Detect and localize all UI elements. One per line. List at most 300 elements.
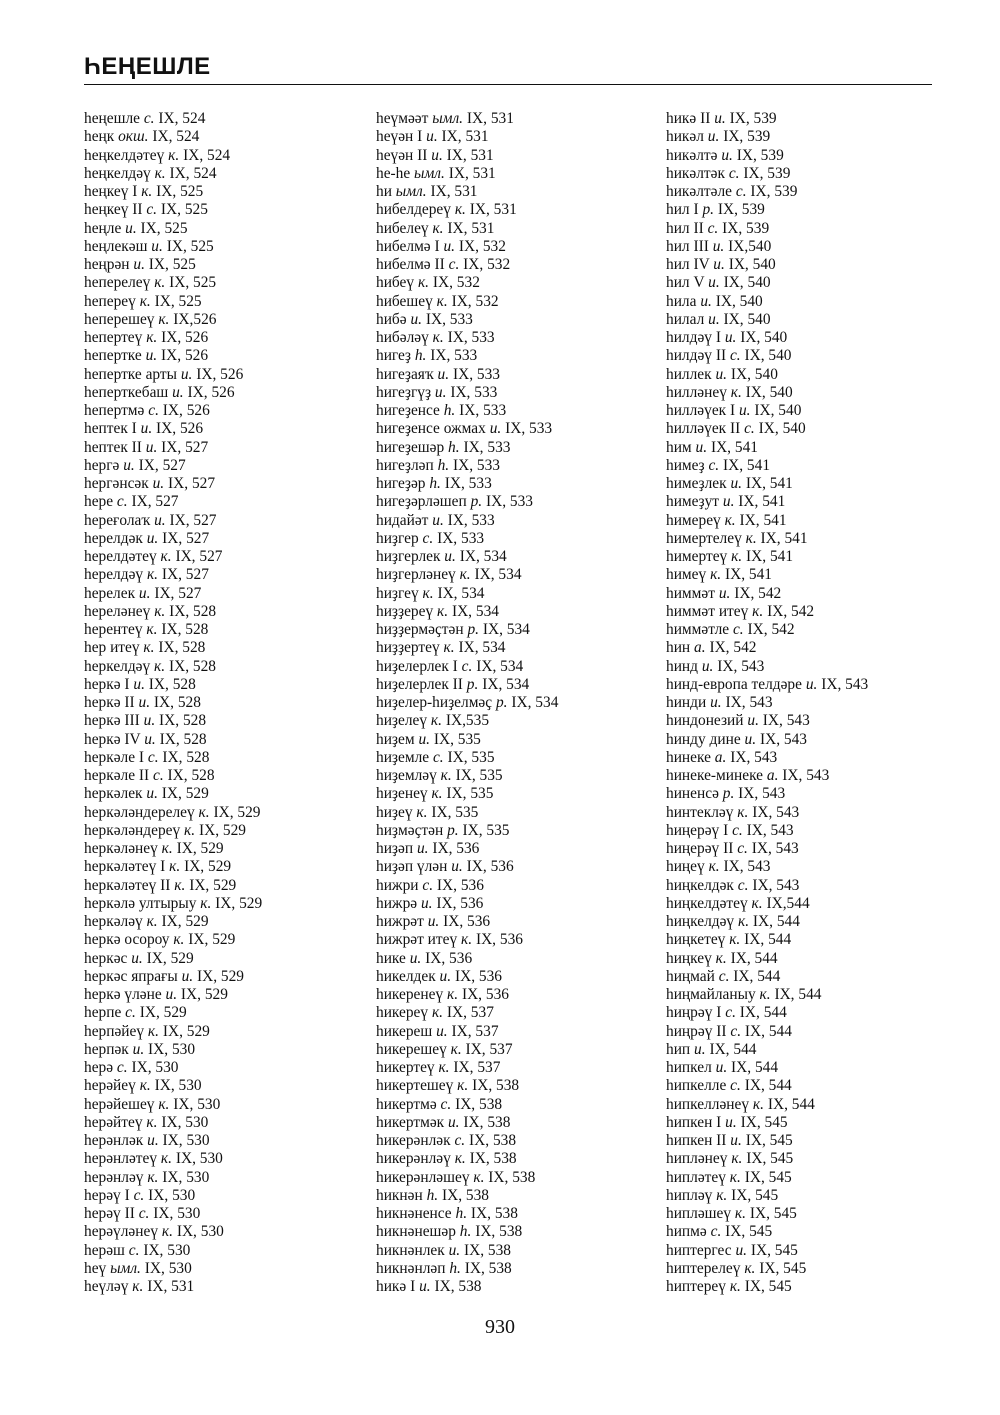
entry-grammar-label: и.: [431, 146, 443, 164]
entry-headword: һиҙгерлек: [376, 548, 441, 565]
entry-headword: һикертмә: [376, 1095, 437, 1113]
entry-headword: һерәйтеү: [84, 1113, 143, 1131]
entry-headword: һиҙҙермәҫтән: [376, 621, 464, 638]
entry-grammar-label: к.: [729, 931, 741, 949]
index-entry: [376, 548, 558, 566]
entry-headword: һиҙемле: [376, 748, 430, 766]
entry-grammar-label: и.: [143, 712, 156, 730]
entry-volume-page-ref: IX, 528: [168, 657, 216, 675]
entry-headword: һиңерәү I: [666, 821, 729, 839]
entry-grammar-label: к.: [759, 986, 771, 1003]
entry-headword: һерәш: [84, 1241, 125, 1259]
entry-volume-page-ref: IX, 540: [723, 310, 771, 328]
entry-headword: һин: [666, 639, 691, 657]
entry-volume-page-ref: IX, 540: [758, 420, 806, 438]
entry-grammar-label: р.: [702, 201, 714, 219]
index-entry: [376, 165, 558, 183]
entry-headword: һинди: [666, 694, 707, 711]
entry-headword: һиңкелдәү: [666, 913, 735, 930]
entry-headword: һимертелеү: [666, 529, 742, 547]
entry-volume-page-ref: IX, 544: [774, 986, 822, 1003]
entry-volume-page-ref: IX, 534: [437, 584, 485, 602]
index-entry: [84, 676, 262, 694]
index-entry: [376, 858, 558, 876]
entry-headword: һибеү: [376, 274, 415, 292]
index-entry: [376, 1223, 558, 1241]
index-entry: [376, 566, 558, 584]
entry-headword: һигеҙәрләшеп: [376, 493, 467, 511]
entry-volume-page-ref: IX, 542: [734, 584, 782, 602]
index-entry: [84, 639, 262, 657]
index-entry: [666, 566, 868, 584]
index-entry: [376, 1205, 558, 1223]
entry-headword: һиҙәп: [376, 840, 414, 857]
entry-grammar-label: с.: [732, 821, 743, 839]
index-entry: [84, 165, 262, 183]
entry-headword: һибелмә II: [376, 256, 445, 273]
entry-grammar-label: и.: [715, 365, 728, 383]
entry-volume-page-ref: IX, 533: [463, 438, 511, 456]
index-entry: [666, 493, 868, 511]
entry-grammar-label: к.: [154, 274, 166, 292]
entry-grammar-label: с.: [116, 1059, 128, 1076]
index-entry: [666, 1205, 868, 1223]
index-entry: [666, 1223, 868, 1241]
entry-volume-page-ref: IX, 538: [475, 1223, 523, 1241]
entry-headword: һерпәк: [84, 1040, 129, 1058]
entry-volume-page-ref: IX, 529: [161, 785, 209, 803]
entry-grammar-label: и.: [451, 858, 463, 876]
entry-grammar-label: и.: [436, 1022, 448, 1040]
entry-headword: һеркәләнеү: [84, 840, 158, 857]
entry-volume-page-ref: IX, 545: [744, 1168, 792, 1186]
index-entry: [376, 1260, 558, 1278]
entry-headword: һиммәтле: [666, 621, 730, 638]
entry-headword: һигеҙенсе ожмах: [376, 420, 486, 438]
entry-volume-page-ref: IX, 538: [441, 1186, 490, 1204]
index-entry: [666, 1260, 868, 1278]
index-entry: [666, 256, 868, 274]
entry-grammar-label: и.: [154, 511, 166, 529]
entry-volume-page-ref: IX, 526: [162, 402, 210, 419]
entry-grammar-label: с.: [728, 164, 740, 182]
entry-headword: һеркәләндереү: [84, 821, 181, 839]
entry-grammar-label: к.: [710, 566, 722, 584]
entry-grammar-label: к.: [147, 1022, 159, 1040]
entry-grammar-label: и.: [420, 894, 433, 912]
entry-volume-page-ref: IX, 535: [447, 748, 495, 766]
entry-headword: һерелдәк: [84, 529, 143, 547]
entry-grammar-label: һ.: [414, 347, 427, 365]
entry-volume-page-ref: IX, 541: [710, 438, 758, 456]
entry-grammar-label: и.: [131, 949, 143, 967]
entry-volume-page-ref: IX, 531: [448, 164, 496, 182]
entry-volume-page-ref: IX, 527: [162, 529, 210, 547]
entry-headword: һигеҙаяҡ: [376, 365, 434, 383]
entry-grammar-label: р.: [467, 621, 479, 638]
index-entry: [376, 147, 558, 165]
index-entry: [666, 895, 868, 913]
entry-grammar-label: и.: [172, 383, 184, 401]
entry-headword: һикеренеү: [376, 986, 444, 1003]
entry-headword: һеңле: [84, 219, 122, 237]
entry-headword: һеркәлек: [84, 785, 143, 803]
entry-volume-page-ref: IX, 530: [154, 1077, 202, 1095]
index-entry: [666, 658, 868, 676]
entry-grammar-label: и.: [735, 1241, 747, 1259]
entry-headword: һеңкелдәтеү: [84, 146, 165, 164]
entry-volume-page-ref: IX, 540: [728, 256, 776, 273]
entry-volume-page-ref: IX, 535: [462, 821, 510, 839]
entry-grammar-label: и.: [145, 347, 158, 365]
index-entry: [376, 493, 558, 511]
entry-volume-page-ref: IX, 527: [161, 566, 209, 584]
index-entry: [666, 110, 868, 128]
entry-grammar-label: и.: [132, 1040, 145, 1058]
entry-grammar-label: и.: [708, 274, 720, 292]
entry-headword: һиненсә: [666, 785, 719, 803]
entry-volume-page-ref: IX, 541: [746, 548, 794, 565]
index-entry: [666, 1041, 868, 1059]
index-entry: [84, 366, 262, 384]
index-entry: [666, 1187, 868, 1205]
entry-headword: һижрәт: [376, 913, 424, 930]
entry-grammar-label: һ.: [455, 1205, 468, 1222]
entry-grammar-label: к.: [417, 274, 430, 292]
index-entry: [666, 585, 868, 603]
entry-headword: һилдәү I: [666, 329, 721, 346]
entry-grammar-label: һ.: [448, 438, 460, 456]
entry-volume-page-ref: IX, 535: [431, 803, 479, 821]
entry-volume-page-ref: IX,544: [766, 894, 810, 912]
entry-volume-page-ref: IX, 539: [743, 164, 791, 182]
entry-grammar-label: и.: [147, 1132, 159, 1149]
index-entry: [376, 1278, 558, 1296]
entry-grammar-label: к.: [174, 876, 186, 894]
index-entry: [84, 658, 262, 676]
index-entry: [84, 1223, 262, 1241]
index-entry: [666, 1150, 868, 1168]
entry-volume-page-ref: IX, 530: [143, 1241, 191, 1259]
entry-headword: һикертеү: [376, 1059, 435, 1076]
page-header-title: ҺЕҢЕШЛЕ: [84, 53, 211, 80]
entry-grammar-label: к.: [457, 1077, 469, 1095]
entry-grammar-label: с.: [440, 1095, 452, 1113]
entry-headword: һимеҙлек: [666, 475, 727, 492]
entry-headword: һиммәт итеү: [666, 602, 749, 620]
index-entry: [376, 694, 558, 712]
entry-volume-page-ref: IX, 529: [188, 931, 236, 949]
entry-headword: һикәлтәк: [666, 164, 725, 182]
index-entry: [84, 731, 262, 749]
entry-grammar-label: к.: [450, 1040, 462, 1058]
entry-volume-page-ref: IX, 529: [176, 840, 224, 857]
entry-grammar-label: и.: [180, 365, 193, 383]
entry-grammar-label: и.: [125, 219, 137, 237]
entry-volume-page-ref: IX, 526: [156, 420, 204, 438]
entry-grammar-label: к.: [438, 1059, 450, 1076]
entry-volume-page-ref: IX, 524: [158, 110, 206, 127]
entry-volume-page-ref: IX, 540: [754, 402, 802, 419]
entry-volume-page-ref: IX, 540: [740, 329, 788, 346]
entry-volume-page-ref: IX, 533: [505, 420, 553, 438]
entry-grammar-label: к.: [473, 1168, 485, 1186]
entry-volume-page-ref: IX, 538: [463, 1113, 511, 1131]
index-entry: [666, 913, 868, 931]
entry-headword: һикертешеү: [376, 1077, 454, 1095]
index-entry: [84, 457, 262, 475]
entry-headword: һимеҙ: [666, 456, 705, 474]
entry-volume-page-ref: IX, 539: [723, 128, 771, 146]
index-entry: [376, 1023, 558, 1041]
entry-headword: һижрәт итеү: [376, 931, 458, 949]
entry-volume-page-ref: IX, 537: [453, 1059, 501, 1076]
entry-headword: һикерәнләү: [376, 1150, 451, 1168]
entry-volume-page-ref: IX, 545: [744, 1278, 792, 1295]
entry-grammar-label: к.: [146, 913, 158, 930]
index-entry: [376, 1132, 558, 1150]
entry-grammar-label: и.: [133, 256, 145, 273]
entry-headword: һигеҙләп: [376, 456, 434, 474]
entry-volume-page-ref: IX, 529: [215, 894, 263, 912]
entry-grammar-label: к.: [752, 602, 764, 620]
entry-headword: һипкен II: [666, 1132, 727, 1149]
entry-volume-page-ref: IX, 527: [131, 493, 179, 511]
entry-grammar-label: а.: [714, 748, 727, 766]
entry-volume-page-ref: IX, 545: [746, 1150, 794, 1168]
entry-headword: һижри: [376, 876, 419, 894]
entry-volume-page-ref: IX, 535: [446, 785, 494, 803]
index-entry: [666, 420, 868, 438]
entry-headword: һикнәнлек: [376, 1241, 445, 1259]
entry-grammar-label: к.: [724, 511, 736, 529]
entry-volume-page-ref: IX, 542: [747, 621, 795, 638]
index-entry: [84, 712, 262, 730]
entry-grammar-label: һ.: [437, 456, 450, 474]
index-entry: [84, 749, 262, 767]
entry-headword: һике: [376, 949, 406, 967]
index-entry: [376, 128, 558, 146]
entry-volume-page-ref: IX, 524: [169, 164, 217, 182]
index-entry: [376, 110, 558, 128]
entry-volume-page-ref: IX, 543: [751, 840, 799, 857]
entry-grammar-label: с.: [432, 748, 444, 766]
entry-headword: һеркәләндерелеү: [84, 803, 195, 821]
entry-headword: һибелмә I: [376, 237, 440, 255]
entry-grammar-label: и.: [713, 256, 725, 273]
entry-headword: һикерәнләшеү: [376, 1168, 470, 1186]
entry-volume-page-ref: IX, 529: [146, 949, 194, 967]
index-entry: [376, 274, 558, 292]
entry-volume-page-ref: IX, 527: [168, 475, 216, 492]
entry-headword: һеркәләтеү I: [84, 858, 166, 876]
entry-volume-page-ref: IX, 537: [446, 1004, 494, 1022]
entry-headword: һил IV: [666, 256, 710, 273]
index-entry: [666, 384, 868, 402]
index-entry: [84, 621, 262, 639]
index-entry: [376, 1169, 558, 1187]
entry-grammar-label: с.: [710, 1223, 722, 1241]
entry-grammar-label: һ.: [449, 1259, 461, 1277]
index-entry: [666, 1096, 868, 1114]
entry-grammar-label: к.: [715, 949, 727, 967]
entry-headword: һилләүек I: [666, 402, 736, 419]
entry-headword: һеркә IV: [84, 730, 141, 748]
index-entry: [376, 877, 558, 895]
entry-grammar-label: с.: [744, 420, 755, 438]
entry-headword: һерәйешеү: [84, 1095, 155, 1113]
entry-headword: һеркәс: [84, 949, 128, 967]
entry-grammar-label: и.: [730, 475, 742, 492]
index-entry: [666, 1004, 868, 1022]
entry-headword: һигеҙәр: [376, 475, 426, 492]
index-entry: [376, 950, 558, 968]
entry-volume-page-ref: IX, 533: [444, 475, 492, 492]
index-entry: [376, 329, 558, 347]
index-entry: [376, 767, 558, 785]
entry-grammar-label: с.: [143, 110, 155, 127]
entry-volume-page-ref: IX, 543: [738, 785, 786, 803]
entry-headword: һеңк: [84, 128, 115, 146]
entry-volume-page-ref: IX, 544: [767, 1095, 815, 1113]
entry-grammar-label: с.: [422, 529, 434, 547]
index-entry: [666, 1114, 868, 1132]
entry-grammar-label: с.: [422, 876, 434, 894]
entry-volume-page-ref: IX, 545: [725, 1223, 773, 1241]
entry-volume-page-ref: IX, 526: [187, 383, 235, 401]
index-entry: [666, 311, 868, 329]
entry-headword: һеркә осороу: [84, 931, 170, 949]
entry-grammar-label: с.: [707, 219, 719, 237]
entry-volume-page-ref: IX, 544: [731, 1059, 779, 1076]
index-entry: [84, 1205, 262, 1223]
entry-grammar-label: к.: [431, 1004, 444, 1022]
entry-volume-page-ref: IX, 544: [744, 1077, 792, 1095]
entry-volume-page-ref: IX, 545: [759, 1259, 807, 1277]
entry-headword: һерелдәтеү: [84, 548, 157, 565]
entry-grammar-label: һ.: [443, 402, 456, 419]
entry-headword: һикнән: [376, 1186, 423, 1204]
entry-volume-page-ref: IX, 531: [466, 110, 514, 127]
index-entry: [84, 913, 262, 931]
index-entry: [376, 530, 558, 548]
entry-volume-page-ref: IX, 530: [161, 1113, 209, 1131]
entry-headword: һепертке: [84, 347, 142, 365]
entry-headword: һепертмә: [84, 402, 145, 419]
entry-headword: һибелеү: [376, 219, 429, 237]
entry-volume-page-ref: IX, 543: [752, 803, 800, 821]
entry-headword: һикерәнләк: [376, 1132, 451, 1149]
index-entry: [376, 256, 558, 274]
entry-volume-page-ref: IX, 530: [176, 1223, 224, 1241]
entry-headword: һила: [666, 292, 697, 310]
index-entry: [376, 913, 558, 931]
index-entry: [666, 548, 868, 566]
entry-headword: һипләтеү: [666, 1168, 726, 1186]
entry-grammar-label: к.: [161, 1223, 173, 1241]
entry-headword: һеңкеү II: [84, 201, 143, 219]
entry-headword: һикереш: [376, 1022, 433, 1040]
entry-grammar-label: к.: [708, 858, 720, 876]
entry-volume-page-ref: IX, 530: [162, 1168, 210, 1186]
entry-headword: һимеҙут: [666, 493, 720, 511]
entry-grammar-label: к.: [146, 566, 159, 584]
entry-grammar-label: с.: [718, 967, 730, 985]
entry-grammar-label: и.: [710, 694, 722, 711]
entry-headword: һи: [376, 183, 392, 200]
index-entry: [666, 1169, 868, 1187]
index-entry: [666, 712, 868, 730]
entry-headword: һиҙенеү: [376, 785, 428, 803]
entry-headword: һеркәс япрағы: [84, 967, 178, 985]
entry-headword: һикнәненсе: [376, 1205, 452, 1222]
index-entry: [84, 347, 262, 365]
entry-volume-page-ref: IX, 532: [463, 256, 511, 273]
index-entry: [84, 877, 262, 895]
entry-grammar-label: окш.: [118, 128, 149, 146]
entry-grammar-label: и.: [181, 967, 194, 985]
entry-volume-page-ref: IX, 536: [461, 986, 509, 1003]
entry-grammar-label: к.: [729, 1278, 741, 1295]
index-entry: [376, 968, 558, 986]
entry-headword: һинеке-минеке: [666, 767, 764, 784]
entry-headword: һерә: [84, 1059, 114, 1076]
entry-volume-page-ref: IX, 530: [148, 1040, 196, 1058]
entry-grammar-label: и.: [146, 785, 158, 803]
entry-volume-page-ref: IX, 541: [739, 511, 787, 529]
index-entry: [666, 1059, 868, 1077]
entry-volume-page-ref: IX, 537: [465, 1040, 513, 1058]
index-entry: [376, 201, 558, 219]
entry-grammar-label: к.: [745, 529, 757, 547]
entry-volume-page-ref: IX, 525: [154, 292, 202, 310]
entry-grammar-label: и.: [695, 438, 708, 456]
entry-grammar-label: и.: [708, 310, 720, 328]
entry-headword: һеркәлә ултырыу: [84, 894, 197, 912]
entry-headword: һерпе: [84, 1004, 122, 1022]
entry-grammar-label: к.: [168, 146, 180, 164]
entry-grammar-label: и.: [744, 730, 757, 748]
entry-grammar-label: к.: [447, 986, 459, 1003]
entry-grammar-label: к.: [716, 1186, 728, 1204]
index-entry: [666, 475, 868, 493]
entry-headword: һил II: [666, 219, 704, 237]
index-entry: [84, 804, 262, 822]
entry-headword: һерәүләнеү: [84, 1223, 159, 1241]
entry-volume-page-ref: IX, 529: [184, 858, 232, 876]
entry-grammar-label: к.: [744, 1259, 756, 1277]
entry-grammar-label: и.: [418, 730, 430, 748]
entry-volume-page-ref: IX, 529: [213, 803, 261, 821]
index-entry: [84, 895, 262, 913]
entry-grammar-label: к.: [422, 584, 434, 602]
entry-grammar-label: и.: [152, 475, 165, 492]
entry-volume-page-ref: IX, 534: [458, 639, 506, 657]
entry-volume-page-ref: IX, 532: [458, 237, 506, 255]
entry-grammar-label: к.: [752, 1095, 764, 1113]
index-entry: [666, 840, 868, 858]
entry-headword: һикнәнләп: [376, 1259, 446, 1277]
entry-headword: һереғолаҡ: [84, 511, 151, 529]
entry-volume-page-ref: IX, 524: [152, 128, 200, 146]
entry-grammar-label: и.: [138, 584, 151, 602]
entry-volume-page-ref: IX, 538: [464, 1259, 512, 1277]
entry-volume-page-ref: IX, 539: [736, 146, 784, 164]
entry-headword: һереләнеү: [84, 602, 151, 620]
index-entry: [666, 347, 868, 365]
entry-volume-page-ref: IX, 527: [161, 438, 209, 456]
index-entry: [376, 220, 558, 238]
